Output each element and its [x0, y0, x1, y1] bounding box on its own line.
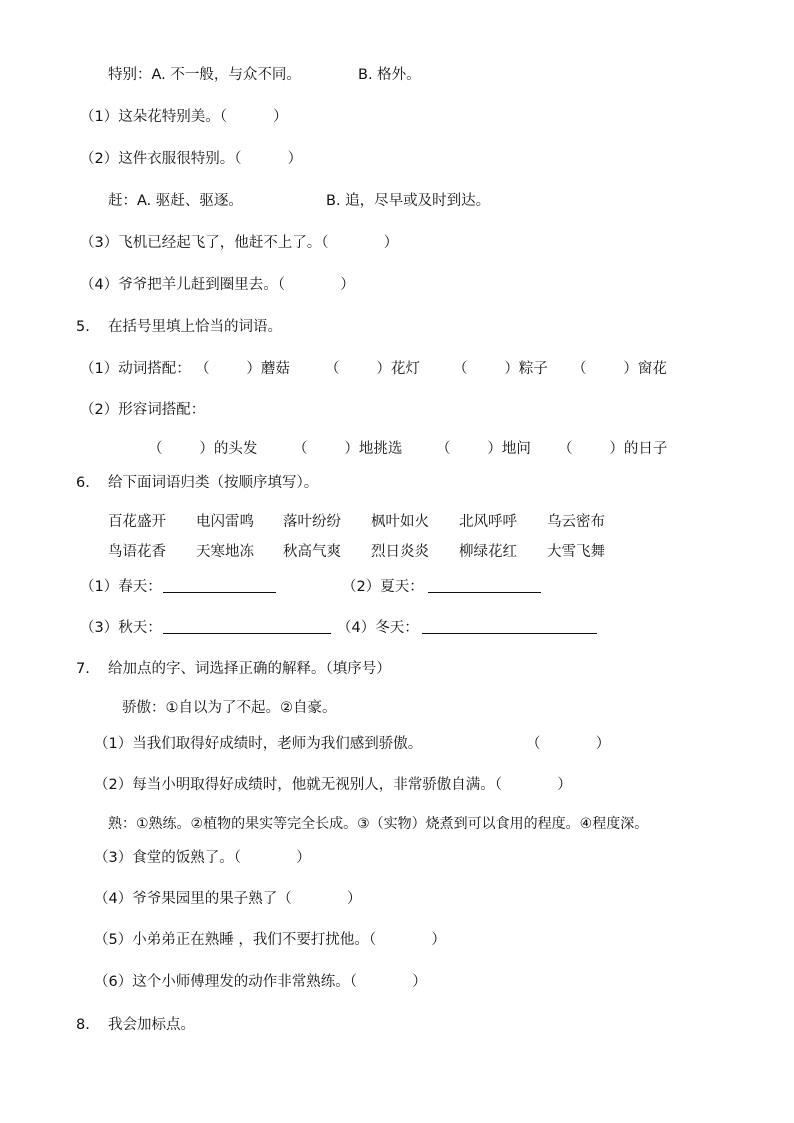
autumn-label: （3）秋天： [80, 620, 162, 636]
adj-item: （ ）地问 [436, 441, 531, 457]
sec8-number: 8. [76, 1017, 90, 1033]
sec6-title: 给下面词语归类（按顺序填写）。 [108, 475, 319, 491]
verb-item: （ ）粽子 [453, 361, 548, 377]
word-item: 枫叶如火 [371, 514, 429, 530]
tebie-definition-a: 特别：A. 不一般，与众不同。 [108, 67, 301, 83]
sec4-question-2: （2）这件衣服很特别。（ ） [80, 151, 303, 167]
spring-answer-line[interactable] [163, 578, 276, 593]
word-item: 百花盛开 [108, 514, 166, 530]
sec7-question-1-paren: （ ） [526, 736, 611, 752]
word-item: 烈日炎炎 [371, 544, 429, 560]
sec4-question-4: （4）爷爷把羊儿赶到圈里去。（ ） [80, 277, 355, 293]
word-item: 天寒地冻 [196, 544, 254, 560]
word-item: 乌云密布 [547, 514, 605, 530]
gan-definition-a: 赶：A. 驱赶、驱逐。 [108, 193, 243, 209]
adj-item: （ ）的头发 [148, 441, 258, 457]
word-item: 秋高气爽 [283, 544, 341, 560]
sec4-question-1: （1）这朵花特别美。（ ） [80, 109, 288, 125]
sec6-number: 6. [76, 475, 90, 491]
word-item: 落叶纷纷 [283, 514, 341, 530]
sec5-number: 5. [76, 319, 90, 335]
verb-item: （ ）花灯 [325, 361, 420, 377]
word-item: 鸟语花香 [108, 544, 166, 560]
autumn-answer-line[interactable] [163, 619, 331, 634]
sec7-question-2: （2）每当小明取得好成绩时，他就无视别人，非常骄傲自满。（ ） [94, 777, 572, 793]
word-item: 电闪雷鸣 [196, 514, 254, 530]
tebie-definition-b: B. 格外。 [358, 67, 421, 83]
word-item: 柳绿花红 [459, 544, 517, 560]
sec7-number: 7. [76, 661, 90, 677]
sec5-title: 在括号里填上恰当的词语。 [108, 319, 282, 335]
sec7-question-6: （6）这个小师傅理发的动作非常熟练。（ ） [94, 974, 427, 990]
summer-answer-line[interactable] [428, 578, 541, 593]
word-item: 大雪飞舞 [547, 544, 605, 560]
winter-answer-line[interactable] [422, 619, 597, 634]
sec4-question-3: （3）飞机已经起飞了，他赶不上了。（ ） [80, 235, 399, 251]
verb-collocation-label: （1）动词搭配： [80, 361, 191, 377]
adj-item: （ ）的日子 [558, 441, 668, 457]
spring-label: （1）春天： [80, 579, 162, 595]
sec7-question-5: （5）小弟弟正在熟睡 ，我们不要打扰他。（ ） [94, 932, 446, 948]
jiaoao-definition: 骄傲：①自以为了不起。②自豪。 [122, 700, 337, 716]
sec7-question-4: （4）爷爷果园里的果子熟了（ ） [94, 891, 362, 907]
verb-item: （ ）窗花 [572, 361, 667, 377]
adj-collocation-label: （2）形容词搭配： [80, 402, 206, 418]
sec7-question-1: （1）当我们取得好成绩时，老师为我们感到骄傲。 [94, 736, 423, 752]
word-item: 北风呼呼 [459, 514, 517, 530]
verb-item: （ ）蘑菇 [195, 361, 290, 377]
winter-label: （4）冬天： [337, 620, 419, 636]
summer-label: （2）夏天： [342, 579, 424, 595]
sec7-question-3: （3）食堂的饭熟了。（ ） [94, 850, 311, 866]
gan-definition-b: B. 追，尽早或及时到达。 [326, 193, 491, 209]
shu-definition: 熟：①熟练。②植物的果实等完全长成。③（实物）烧煮到可以食用的程度。④程度深。 [108, 816, 649, 832]
adj-item: （ ）地挑选 [293, 441, 403, 457]
sec7-title: 给加点的字、词选择正确的解释。（填序号） [108, 661, 391, 677]
sec8-title: 我会加标点。 [108, 1017, 195, 1033]
